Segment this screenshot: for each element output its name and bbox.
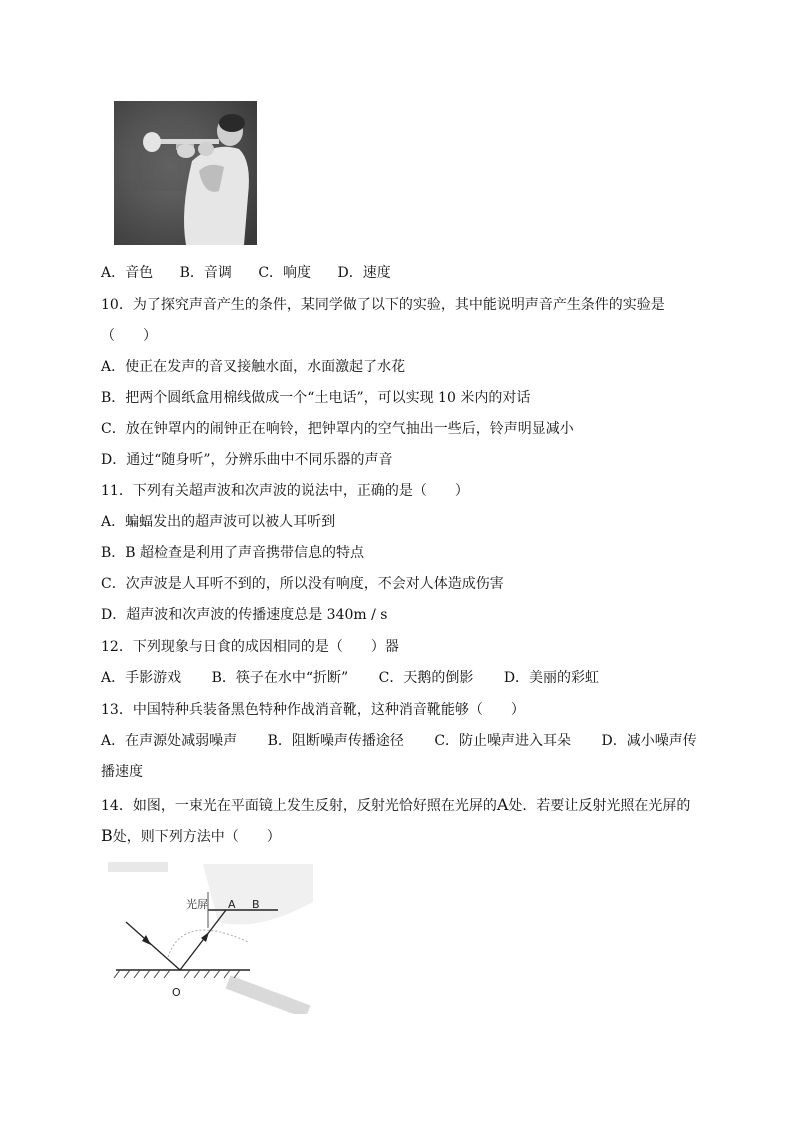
q13-option-b: B．阻断噪声传播途径 — [267, 733, 404, 749]
q10-option-d: D．通过“随身听”，分辨乐曲中不同乐器的声音 — [101, 452, 393, 468]
q12-option-c: C．天鹅的倒影 — [378, 670, 474, 686]
q11-option-d: D．超声波和次声波的传播速度总是 340m / s — [101, 607, 388, 623]
q9-option-a: A．音色 — [101, 265, 154, 281]
reflection-diagram — [108, 862, 313, 1014]
q11-option-a: A．蝙蝠发出的超声波可以被人耳听到 — [101, 514, 336, 530]
q11-option-c: C．次声波是人耳听不到的，所以没有响度，不会对人体造成伤害 — [101, 576, 504, 592]
q10-option-c: C．放在钟罩内的闹钟正在响铃，把钟罩内的空气抽出一些后，铃声明显减小 — [101, 421, 574, 437]
q10-stem: 10．为了探究声音产生的条件，某同学做了以下的实验，其中能说明声音产生条件的实验是 — [101, 297, 665, 313]
q13-option-a: A．在声源处减弱噪声 — [101, 733, 238, 749]
q14-stem-part1: 14．如图，一束光在平面镜上发生反射，反射光恰好照在光屏的 — [101, 798, 497, 814]
q14-letter-b: B — [101, 826, 113, 845]
q14-stem-part3: 处，则下列方法中（ ） — [112, 829, 281, 845]
q9-option-b: B．音调 — [179, 265, 232, 281]
trumpet-player-photo — [114, 101, 257, 245]
q9-options — [101, 263, 391, 283]
q10-option-a: A．使正在发声的音叉接触水面，水面激起了水花 — [101, 359, 406, 375]
q14-letter-a: A — [496, 795, 509, 814]
q11-option-b: B．B 超检查是利用了声音携带信息的特点 — [101, 545, 365, 561]
q13-stem: 13．中国特种兵装备黑色特种作战消音靴，这种消音靴能够（ ） — [101, 702, 525, 718]
q14-stem-part2: 处．若要让反射光照在光屏的 — [508, 798, 691, 814]
q13-option-d-continued: 播速度 — [101, 764, 143, 780]
point-b-label: B — [252, 898, 260, 911]
point-a-label: A — [228, 898, 236, 911]
q12-stem: 12．下列现象与日食的成因相同的是（ ）器 — [101, 639, 399, 655]
screen-label: 光屏 — [186, 898, 208, 911]
q14-stem-line2 — [101, 826, 281, 847]
q10-blank: （ ） — [101, 328, 157, 344]
q14-stem-line1 — [101, 795, 690, 816]
q13-option-c: C．防止噪声进入耳朵 — [434, 733, 572, 749]
q9-option-c: C．响度 — [258, 265, 312, 281]
q13-options — [101, 731, 697, 751]
q11-stem: 11．下列有关超声波和次声波的说法中，正确的是（ ） — [101, 483, 469, 499]
q12-option-a: A．手影游戏 — [101, 670, 182, 686]
q12-option-d: D．美丽的彩虹 — [503, 670, 600, 686]
point-o-label: O — [172, 986, 181, 999]
q12-options — [101, 668, 599, 688]
q13-option-d: D．减小噪声传 — [601, 733, 697, 749]
q10-option-b: B．把两个圆纸盒用棉线做成一个“土电话”，可以实现 10 米内的对话 — [101, 390, 531, 406]
q9-option-d: D．速度 — [337, 265, 391, 281]
q12-option-b: B．筷子在水中“折断” — [211, 670, 349, 686]
